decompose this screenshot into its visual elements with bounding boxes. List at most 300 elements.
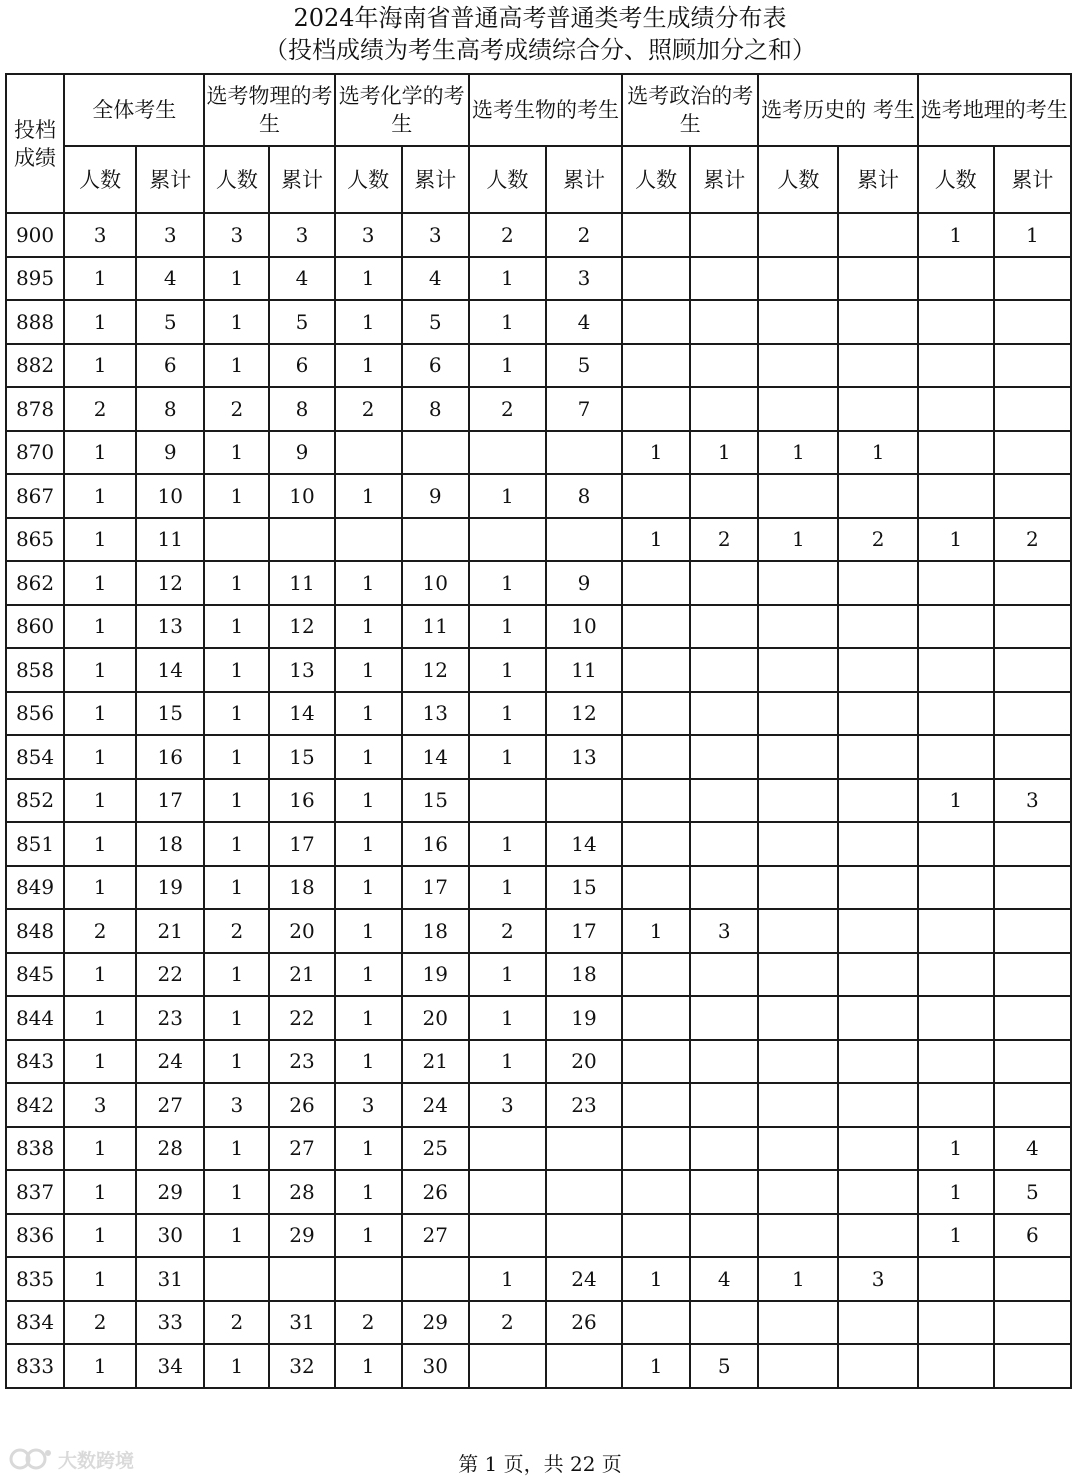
cumulative-cell: 19: [546, 996, 622, 1040]
cumulative-cell: [838, 953, 917, 997]
score-cell: 856: [6, 692, 64, 736]
table-row: [6, 257, 1071, 301]
cumulative-cell: 13: [402, 692, 469, 736]
count-cell: 1: [918, 779, 994, 823]
cumulative-cell: 10: [546, 605, 622, 649]
count-cell: [622, 735, 690, 779]
count-cell: 2: [335, 1301, 402, 1345]
cumulative-cell: 15: [269, 735, 334, 779]
count-cell: [758, 1040, 838, 1084]
cumulative-cell: [690, 344, 758, 388]
count-cell: 1: [469, 344, 546, 388]
count-cell: 2: [469, 1301, 546, 1345]
count-cell: [758, 213, 838, 257]
cumulative-cell: 21: [402, 1040, 469, 1084]
count-cell: [622, 344, 690, 388]
count-cell: 1: [64, 866, 136, 910]
count-cell: [622, 648, 690, 692]
cumulative-cell: 10: [269, 474, 334, 518]
count-cell: [622, 1083, 690, 1127]
cumulative-cell: 30: [136, 1214, 204, 1258]
count-cell: 1: [335, 1344, 402, 1388]
cumulative-cell: [994, 257, 1071, 301]
count-cell: 1: [204, 735, 269, 779]
cumulative-cell: 18: [136, 822, 204, 866]
count-cell: [622, 1040, 690, 1084]
cumulative-cell: [838, 344, 917, 388]
count-cell: 1: [204, 1214, 269, 1258]
count-cell: 1: [64, 1344, 136, 1388]
table-row: [6, 474, 1071, 518]
count-cell: 1: [64, 822, 136, 866]
cumulative-cell: [690, 648, 758, 692]
count-cell: 1: [469, 648, 546, 692]
count-cell: [469, 1170, 546, 1214]
count-cell: [622, 561, 690, 605]
cumulative-cell: [838, 1083, 917, 1127]
score-cell: 860: [6, 605, 64, 649]
cumulative-cell: 9: [546, 561, 622, 605]
score-cell: 882: [6, 344, 64, 388]
count-cell: 1: [335, 257, 402, 301]
cumulative-cell: [838, 605, 917, 649]
count-cell: 1: [469, 300, 546, 344]
cumulative-cell: [994, 996, 1071, 1040]
table-row: [6, 344, 1071, 388]
count-cell: 1: [335, 1040, 402, 1084]
count-cell: [622, 692, 690, 736]
count-cell: 3: [335, 213, 402, 257]
count-cell: 1: [64, 779, 136, 823]
cumulative-cell: [838, 692, 917, 736]
cumulative-cell: [994, 648, 1071, 692]
count-cell: 1: [204, 648, 269, 692]
count-cell: 2: [469, 387, 546, 431]
count-cell: 1: [335, 692, 402, 736]
count-cell: 1: [918, 213, 994, 257]
count-cell: 1: [335, 344, 402, 388]
count-cell: 1: [335, 1214, 402, 1258]
score-cell: 838: [6, 1127, 64, 1171]
cumulative-cell: [402, 431, 469, 475]
count-cell: 1: [758, 518, 838, 562]
cumulative-cell: 20: [402, 996, 469, 1040]
cumulative-cell: 4: [136, 257, 204, 301]
cumulative-cell: 15: [136, 692, 204, 736]
cumulative-cell: [838, 1040, 917, 1084]
score-cell: 848: [6, 909, 64, 953]
count-cell: [918, 1344, 994, 1388]
score-cell: 878: [6, 387, 64, 431]
cumulative-cell: [994, 1257, 1071, 1301]
score-cell: 870: [6, 431, 64, 475]
count-cell: 1: [758, 431, 838, 475]
count-cell: 1: [64, 1040, 136, 1084]
cumulative-cell: [838, 1344, 917, 1388]
cumulative-cell: 14: [402, 735, 469, 779]
table-row: [6, 1257, 1071, 1301]
score-cell: 858: [6, 648, 64, 692]
cumulative-cell: [838, 648, 917, 692]
count-cell: [204, 518, 269, 562]
table-row: [6, 387, 1071, 431]
cumulative-cell: 33: [136, 1301, 204, 1345]
count-cell: 2: [64, 909, 136, 953]
cumulative-cell: 27: [136, 1083, 204, 1127]
cumulative-cell: [838, 779, 917, 823]
count-cell: 1: [469, 692, 546, 736]
cumulative-cell: 12: [402, 648, 469, 692]
cumulative-cell: 31: [269, 1301, 334, 1345]
count-cell: [758, 387, 838, 431]
count-cell: [758, 257, 838, 301]
count-cell: 1: [335, 300, 402, 344]
cumulative-cell: [994, 1083, 1071, 1127]
table-row: [6, 1083, 1071, 1127]
count-cell: 1: [469, 735, 546, 779]
count-cell: [622, 866, 690, 910]
score-distribution-table: [5, 73, 1072, 1389]
cumulative-cell: [690, 692, 758, 736]
cumulative-cell: 7: [546, 387, 622, 431]
cumulative-cell: 4: [269, 257, 334, 301]
cumulative-cell: 3: [402, 213, 469, 257]
cumulative-cell: [838, 866, 917, 910]
page-footer: 第 1 页，共 22 页: [458, 1452, 622, 1476]
cumulative-cell: 9: [402, 474, 469, 518]
cumulative-header: 累计: [269, 146, 334, 213]
table-row: [6, 518, 1071, 562]
score-cell: 842: [6, 1083, 64, 1127]
cumulative-cell: [546, 779, 622, 823]
count-cell: 1: [335, 953, 402, 997]
cumulative-cell: 31: [136, 1257, 204, 1301]
cumulative-cell: 16: [402, 822, 469, 866]
count-cell: 1: [918, 518, 994, 562]
count-header: 人数: [758, 146, 838, 213]
cumulative-cell: 14: [269, 692, 334, 736]
cumulative-cell: 23: [269, 1040, 334, 1084]
count-cell: 1: [469, 1257, 546, 1301]
cumulative-cell: [690, 257, 758, 301]
count-cell: 2: [469, 213, 546, 257]
count-cell: 2: [469, 909, 546, 953]
cumulative-cell: 24: [136, 1040, 204, 1084]
count-cell: [918, 605, 994, 649]
cumulative-cell: 21: [136, 909, 204, 953]
cumulative-cell: 18: [546, 953, 622, 997]
cumulative-cell: 13: [546, 735, 622, 779]
cumulative-cell: 17: [546, 909, 622, 953]
cumulative-cell: [402, 1257, 469, 1301]
table-row: [6, 866, 1071, 910]
cumulative-cell: 3: [136, 213, 204, 257]
count-cell: [622, 257, 690, 301]
count-header: 人数: [335, 146, 402, 213]
cumulative-cell: [690, 866, 758, 910]
cumulative-cell: [546, 1170, 622, 1214]
cumulative-cell: 19: [136, 866, 204, 910]
cumulative-cell: 29: [136, 1170, 204, 1214]
count-cell: 1: [64, 1257, 136, 1301]
score-cell: 888: [6, 300, 64, 344]
cumulative-cell: 26: [546, 1301, 622, 1345]
table-row: [6, 1214, 1071, 1258]
count-cell: [758, 1170, 838, 1214]
count-cell: 3: [204, 213, 269, 257]
count-cell: 2: [335, 387, 402, 431]
count-cell: 1: [469, 257, 546, 301]
table-row: [6, 779, 1071, 823]
count-cell: [918, 387, 994, 431]
cumulative-cell: [690, 1301, 758, 1345]
count-cell: 1: [335, 866, 402, 910]
cumulative-cell: 23: [546, 1083, 622, 1127]
count-cell: [622, 1170, 690, 1214]
count-cell: [758, 344, 838, 388]
cumulative-cell: [269, 1257, 334, 1301]
count-cell: [918, 561, 994, 605]
count-cell: 1: [64, 518, 136, 562]
score-cell: 852: [6, 779, 64, 823]
cumulative-cell: [690, 474, 758, 518]
count-cell: 1: [204, 300, 269, 344]
group-header-history: 选考历史的 考生: [758, 74, 917, 146]
cumulative-cell: 11: [136, 518, 204, 562]
count-cell: [918, 474, 994, 518]
cumulative-cell: 6: [136, 344, 204, 388]
count-cell: [918, 1040, 994, 1084]
cumulative-cell: [994, 1344, 1071, 1388]
cumulative-cell: 2: [838, 518, 917, 562]
count-cell: 1: [335, 1170, 402, 1214]
count-cell: [918, 996, 994, 1040]
score-cell: 843: [6, 1040, 64, 1084]
count-cell: [758, 561, 838, 605]
table-row: [6, 953, 1071, 997]
cumulative-cell: 10: [402, 561, 469, 605]
count-cell: 1: [622, 518, 690, 562]
cumulative-cell: 18: [402, 909, 469, 953]
cumulative-cell: 5: [690, 1344, 758, 1388]
count-cell: 3: [64, 213, 136, 257]
count-cell: [469, 1214, 546, 1258]
count-cell: 1: [204, 1127, 269, 1171]
cumulative-cell: [994, 866, 1071, 910]
count-cell: 1: [335, 822, 402, 866]
cumulative-cell: 5: [136, 300, 204, 344]
count-cell: [204, 1257, 269, 1301]
count-cell: 1: [335, 474, 402, 518]
count-cell: 3: [204, 1083, 269, 1127]
cumulative-cell: 22: [269, 996, 334, 1040]
cumulative-cell: [690, 1214, 758, 1258]
count-header: 人数: [64, 146, 136, 213]
table-row: [6, 1344, 1071, 1388]
count-cell: [622, 474, 690, 518]
cumulative-header: 累计: [994, 146, 1071, 213]
cumulative-cell: [838, 996, 917, 1040]
cumulative-cell: 15: [546, 866, 622, 910]
count-cell: 1: [918, 1127, 994, 1171]
table-row: [6, 213, 1071, 257]
count-cell: [758, 1127, 838, 1171]
cumulative-header: 累计: [690, 146, 758, 213]
cumulative-cell: [994, 735, 1071, 779]
count-cell: 1: [64, 257, 136, 301]
cumulative-cell: [994, 474, 1071, 518]
cumulative-cell: 20: [546, 1040, 622, 1084]
count-cell: [622, 1214, 690, 1258]
count-cell: 1: [204, 561, 269, 605]
cumulative-cell: [690, 561, 758, 605]
cumulative-cell: [994, 953, 1071, 997]
score-column-header: 投档成绩: [6, 74, 64, 213]
cumulative-cell: 5: [402, 300, 469, 344]
cumulative-cell: 29: [402, 1301, 469, 1345]
cumulative-cell: [690, 1083, 758, 1127]
cumulative-cell: 1: [690, 431, 758, 475]
table-row: [6, 996, 1071, 1040]
cumulative-cell: 27: [402, 1214, 469, 1258]
cumulative-cell: 4: [690, 1257, 758, 1301]
cumulative-cell: 10: [136, 474, 204, 518]
table-row: [6, 909, 1071, 953]
cumulative-cell: [838, 257, 917, 301]
cumulative-cell: 14: [136, 648, 204, 692]
count-cell: 1: [469, 605, 546, 649]
cumulative-cell: [994, 909, 1071, 953]
count-cell: 1: [335, 909, 402, 953]
count-cell: [758, 648, 838, 692]
cumulative-cell: [546, 518, 622, 562]
cumulative-cell: [994, 561, 1071, 605]
count-cell: [758, 1083, 838, 1127]
cumulative-cell: 2: [994, 518, 1071, 562]
count-cell: [758, 953, 838, 997]
count-cell: [758, 474, 838, 518]
count-cell: [622, 1127, 690, 1171]
count-cell: 1: [622, 1344, 690, 1388]
cumulative-cell: 13: [269, 648, 334, 692]
cumulative-cell: [994, 822, 1071, 866]
count-header: 人数: [622, 146, 690, 213]
table-row: [6, 431, 1071, 475]
group-header-chemistry: 选考化学的考生: [335, 74, 469, 146]
cumulative-cell: 1: [838, 431, 917, 475]
count-cell: 2: [64, 1301, 136, 1345]
cumulative-cell: [690, 213, 758, 257]
score-cell: 834: [6, 1301, 64, 1345]
count-cell: 2: [64, 387, 136, 431]
count-cell: [918, 692, 994, 736]
cumulative-cell: 4: [994, 1127, 1071, 1171]
cumulative-cell: 29: [269, 1214, 334, 1258]
count-cell: [622, 1301, 690, 1345]
table-row: [6, 1170, 1071, 1214]
count-cell: 1: [335, 996, 402, 1040]
table-row: [6, 648, 1071, 692]
cumulative-cell: [690, 1040, 758, 1084]
table-row: [6, 300, 1071, 344]
cumulative-cell: 2: [546, 213, 622, 257]
count-cell: 1: [204, 953, 269, 997]
cumulative-cell: [690, 300, 758, 344]
count-cell: 1: [622, 909, 690, 953]
cumulative-cell: [994, 1301, 1071, 1345]
count-cell: [622, 605, 690, 649]
count-cell: 1: [64, 474, 136, 518]
cumulative-cell: [838, 561, 917, 605]
count-header: 人数: [918, 146, 994, 213]
table-row: [6, 561, 1071, 605]
cumulative-cell: [838, 909, 917, 953]
cumulative-cell: 3: [690, 909, 758, 953]
cumulative-cell: 16: [136, 735, 204, 779]
count-cell: [758, 605, 838, 649]
count-cell: 1: [918, 1170, 994, 1214]
count-cell: [918, 648, 994, 692]
count-cell: 1: [204, 474, 269, 518]
cumulative-cell: 6: [994, 1214, 1071, 1258]
cumulative-cell: 11: [269, 561, 334, 605]
count-cell: 3: [335, 1083, 402, 1127]
score-cell: 851: [6, 822, 64, 866]
score-cell: 867: [6, 474, 64, 518]
count-cell: [622, 822, 690, 866]
count-cell: [469, 1344, 546, 1388]
count-cell: 2: [204, 387, 269, 431]
count-cell: [469, 1127, 546, 1171]
count-cell: 1: [758, 1257, 838, 1301]
cumulative-cell: [838, 387, 917, 431]
cumulative-cell: 22: [136, 953, 204, 997]
cumulative-cell: [690, 822, 758, 866]
cumulative-cell: 6: [402, 344, 469, 388]
score-cell: 849: [6, 866, 64, 910]
count-header: 人数: [469, 146, 546, 213]
score-cell: 854: [6, 735, 64, 779]
cumulative-header: 累计: [136, 146, 204, 213]
count-cell: 1: [204, 692, 269, 736]
cumulative-cell: [690, 996, 758, 1040]
watermark-text: 大数跨境: [58, 1450, 135, 1472]
count-cell: [758, 822, 838, 866]
count-cell: 3: [64, 1083, 136, 1127]
count-cell: 1: [64, 1214, 136, 1258]
count-cell: 1: [335, 605, 402, 649]
score-cell: 833: [6, 1344, 64, 1388]
count-cell: 1: [64, 648, 136, 692]
count-cell: [622, 387, 690, 431]
cumulative-cell: 26: [402, 1170, 469, 1214]
count-cell: [622, 779, 690, 823]
cumulative-cell: [546, 431, 622, 475]
cumulative-cell: 15: [402, 779, 469, 823]
count-cell: 1: [469, 996, 546, 1040]
score-cell: 862: [6, 561, 64, 605]
score-cell: 845: [6, 953, 64, 997]
count-cell: 1: [918, 1214, 994, 1258]
cumulative-cell: 3: [269, 213, 334, 257]
cumulative-cell: [838, 300, 917, 344]
cumulative-cell: 5: [994, 1170, 1071, 1214]
count-cell: 1: [64, 996, 136, 1040]
count-cell: [918, 822, 994, 866]
group-header-geography: 选考地理的考生: [918, 74, 1071, 146]
count-cell: 1: [622, 1257, 690, 1301]
count-cell: 1: [469, 822, 546, 866]
